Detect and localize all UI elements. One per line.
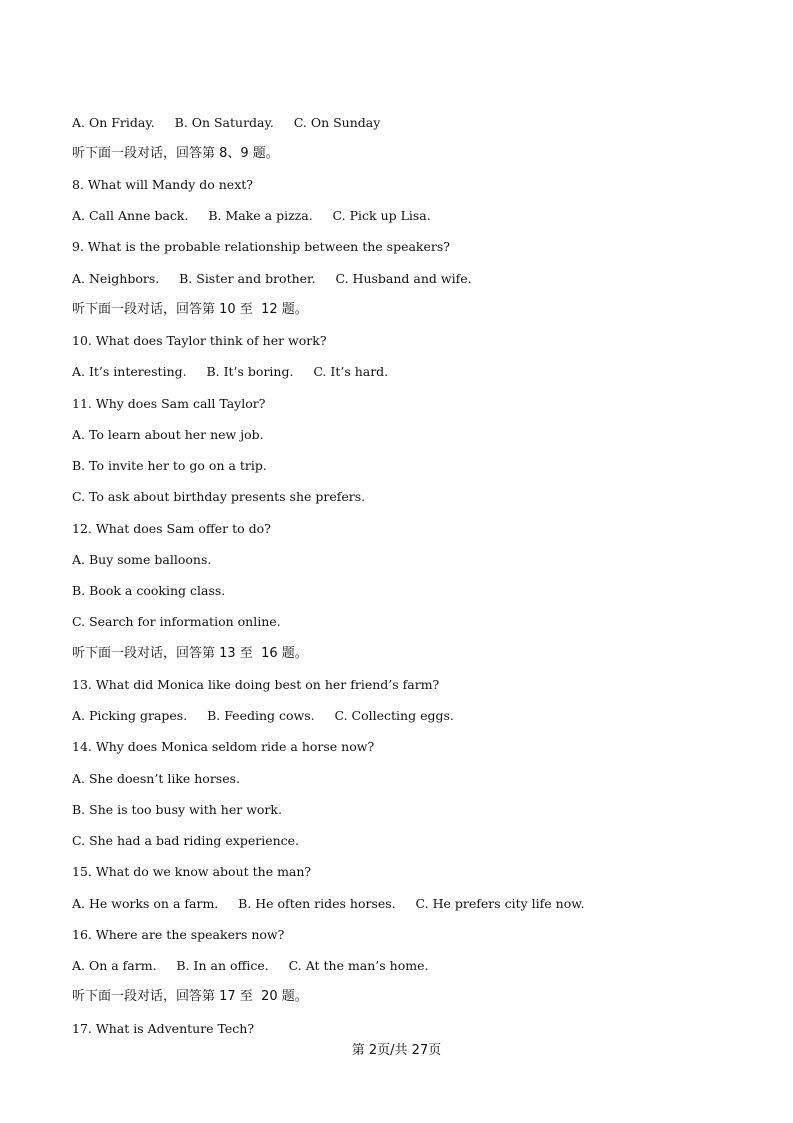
page-number: 第 2页/共 27页	[351, 1043, 442, 1058]
section-instruction: 听下面一段对话，回答第 13 至 16 题。	[72, 646, 308, 661]
section-instruction: 听下面一段对话，回答第 10 至 12 题。	[72, 302, 308, 317]
answer-option: A. She doesn’t like horses.	[72, 771, 241, 786]
question-10: 10. What does Taylor think of her work?	[72, 333, 327, 348]
question-8: 8. What will Mandy do next?	[72, 177, 253, 192]
question-17: 17. What is Adventure Tech?	[72, 1021, 255, 1036]
answer-option: B. Book a cooking class.	[72, 583, 226, 598]
answer-options: A. On Friday. B. On Saturday. C. On Sunday	[72, 115, 381, 130]
answer-options: A. Picking grapes. B. Feeding cows. C. Collecting eggs.	[72, 708, 454, 723]
answer-option: C. To ask about birthday presents she prefers.	[72, 489, 366, 504]
answer-option: B. She is too busy with her work.	[72, 802, 282, 817]
question-13: 13. What did Monica like doing best on her friend’s farm?	[72, 677, 440, 692]
question-12: 12. What does Sam offer to do?	[72, 521, 271, 536]
answer-options: A. He works on a farm. B. He often rides horses. C. He prefers city life now.	[72, 896, 585, 911]
answer-option: A. To learn about her new job.	[72, 427, 264, 442]
section-instruction: 听下面一段对话，回答第 8、9 题。	[72, 146, 279, 161]
question-16: 16. Where are the speakers now?	[72, 927, 285, 942]
question-14: 14. Why does Monica seldom ride a horse now?	[72, 739, 375, 754]
answer-options: A. It’s interesting. B. It’s boring. C. It’s hard.	[72, 364, 389, 379]
answer-option: C. She had a bad riding experience.	[72, 833, 300, 848]
answer-option: C. Search for information online.	[72, 614, 281, 629]
question-9: 9. What is the probable relationship between the speakers?	[72, 239, 450, 254]
answer-option: A. Buy some balloons.	[72, 552, 212, 567]
question-11: 11. Why does Sam call Taylor?	[72, 396, 266, 411]
answer-options: A. On a farm. B. In an office. C. At the man’s home.	[72, 958, 429, 973]
section-instruction: 听下面一段对话，回答第 17 至 20 题。	[72, 989, 308, 1004]
question-15: 15. What do we know about the man?	[72, 864, 312, 879]
answer-options: A. Neighbors. B. Sister and brother. C. Husband and wife.	[72, 271, 472, 286]
answer-option: B. To invite her to go on a trip.	[72, 458, 267, 473]
answer-options: A. Call Anne back. B. Make a pizza. C. Pick up Lisa.	[72, 208, 431, 223]
